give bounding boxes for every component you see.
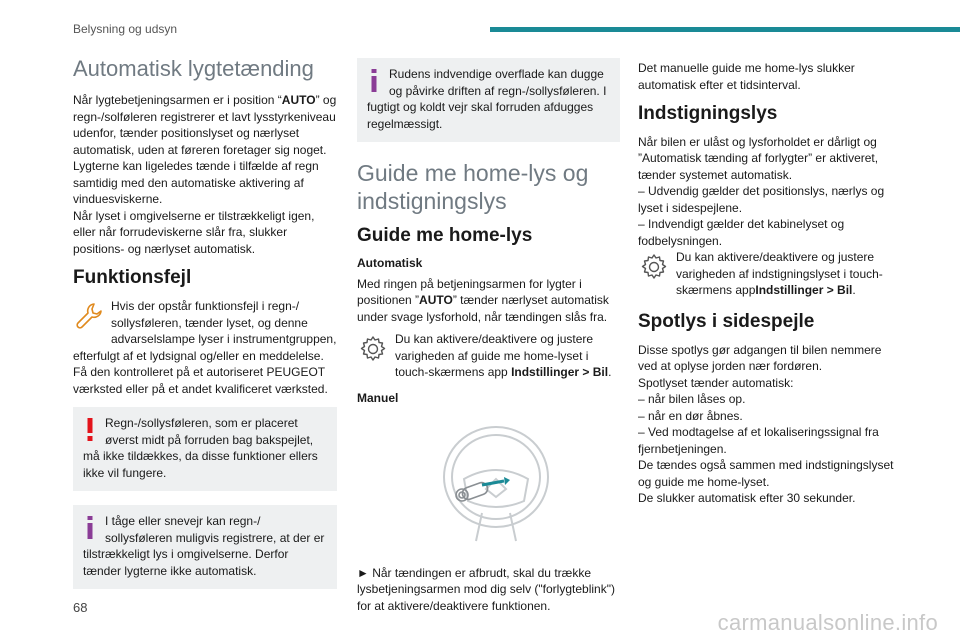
info-note-fogging [357,58,620,142]
malfunction-text: Hvis der opstår funktionsfejl i regn-/ sollysføleren, tænder lyset, og denne advarselslampe lyser i instrumentgruppen, efterfulgt af et lydsignal og/eller en meddelelse. Få den kontrolleret på et autoriseret PEUGEOT værksted eller på et andet kvalificeret værksted. [73,299,337,396]
entry-settings-block [638,249,898,299]
heading-guide-me-home: Guide me home-lys og indstigningslys [357,160,589,214]
warning-exclamation-icon [83,417,97,443]
settings-block [357,331,620,381]
text-segment: Når lygtebetjeningsarmen er i position “ [73,93,282,108]
gear-icon [357,333,389,365]
paragraph-manual-off: Det manuelle guide me home-lys slukker automatisk efter et tidsinterval. [638,61,855,92]
steering-wheel-illustration [424,419,554,549]
paragraph-spotlights-off: De slukker automatisk efter 30 sekunder. [638,491,856,506]
malfunction-block [73,298,337,397]
heading-manual: Manuel [357,390,399,405]
paragraph-automatic [357,276,620,326]
gear-icon [638,251,670,283]
paragraph-entry-lights: Når bilen er ulåst og lysforholdet er dårligt og ”Automatisk tænding af forlygter” er aktiveret, tænder systemet automatisk. [638,134,879,182]
settings-text [357,331,620,381]
text-auto: AUTO [419,293,453,308]
section-header-title: Belysning og udsyn [73,22,178,36]
paragraph-spotlights: Disse spotlys gør adgangen til bilen nemmere ved at oplyse jorden nær fordøren. [638,342,882,374]
paragraph-auto-off: Når lyset i omgivelserne er tilstrækkeligt igen, eller når forrudeviskerne slår fra, slukker positions- og nærlyset automatisk. [73,208,315,256]
list-item-interior: – Indvendigt gælder det kabinelyset og fodbelysningen. [638,217,845,248]
heading-entry-lights: Indstigningslys [638,103,778,124]
list-item-unlock: – når bilen låses op. [638,392,746,407]
text-settings-path: Indstillinger > Bil [511,365,609,380]
page-number: 68 [73,600,88,615]
paragraph-manual: ► Når tændingen er afbrudt, skal du trække lysbetjeningsarmen mod dig selv ("forlygteblink") for at aktivere/deaktivere funktionen. [357,565,615,613]
list-item-door-open: – når en dør åbnes. [638,408,743,423]
text-segment: Med ringen på betjeningsarmen for lygter i positionen ” [357,276,582,308]
paragraph-spotlights-auto: Spotlyset tænder automatisk: [638,375,794,390]
subheading-guide-me-home: Guide me home-lys [357,225,533,247]
entry-settings-text [638,249,898,299]
info-note-fog [73,505,337,589]
text-settings-path: Indstillinger > Bil [755,283,853,298]
text-segment: ” tænder nærlyset automatisk under svage lysforhold, når tændingen slås fra. [357,293,609,324]
text-segment: ” og regn-/solføleren registrerer et lavt lysstyrkeniveau udenfor, tænder positionslyset og nærlyset automatisk, uden at føreren foretager sig noget. Lygterne kan ligeledes tænde i tilfælde af regn samtidig med den automatiske aktivering af vinduesviskerne. [73,93,337,207]
heading-automatic-lights: Automatisk lygtetænding [73,56,314,81]
info-icon [367,68,381,94]
paragraph-auto-lights [73,92,337,208]
text-segment: . [608,365,612,380]
warning-note-text: Regn-/sollysføleren, som er placeret øverst midt på forruden bag bakspejlet, må ikke tildækkes, da disse funktioner ellers ikke vil fungere. [83,416,318,480]
heading-mirror-spotlights: Spotlys i sidespejle [638,310,815,332]
text-segment: Du kan aktivere/deaktivere og justere varigheden af indstigningslyset i touch-skærmens app [676,250,883,298]
heading-automatic: Automatisk [357,255,423,270]
text-auto: AUTO [281,93,316,108]
section-header-bar [490,27,960,32]
paragraph-spotlights-also: De tændes også sammen med indstigningslyset og guide me home-lyset. [638,458,894,489]
warning-note [73,407,337,491]
info-note-fog-text: I tåge eller snevejr kan regn-/ sollysføleren muligvis registrere, at der er tilstrækkeligt lys i omgivelserne. Derfor tænder lygterne ikke automatisk. [83,514,325,578]
column-2 [357,54,620,614]
info-note-fogging-text: Rudens indvendige overflade kan dugge og påvirke driften af regn-/sollysføleren. I fugtigt og koldt vejr skal forruden afdugges regelmæssigt. [367,67,607,131]
column-3 [638,54,898,507]
text-segment: Du kan aktivere/deaktivere og justere varigheden af guide me home-lyset i touch-skærmens app [395,332,594,380]
column-1 [73,54,337,603]
heading-malfunction: Funktionsfejl [73,267,192,289]
list-item-exterior: – Udvendig gælder det positionslys, nærlys og lyset i sidespejlene. [638,184,885,215]
wrench-icon [73,300,105,332]
watermark: carmanualsonline.info [717,610,938,635]
info-icon [83,515,97,541]
list-item-locator: – Ved modtagelse af et lokaliseringssignal fra fjernbetjeningen. [638,425,879,456]
text-segment: . [852,283,856,298]
